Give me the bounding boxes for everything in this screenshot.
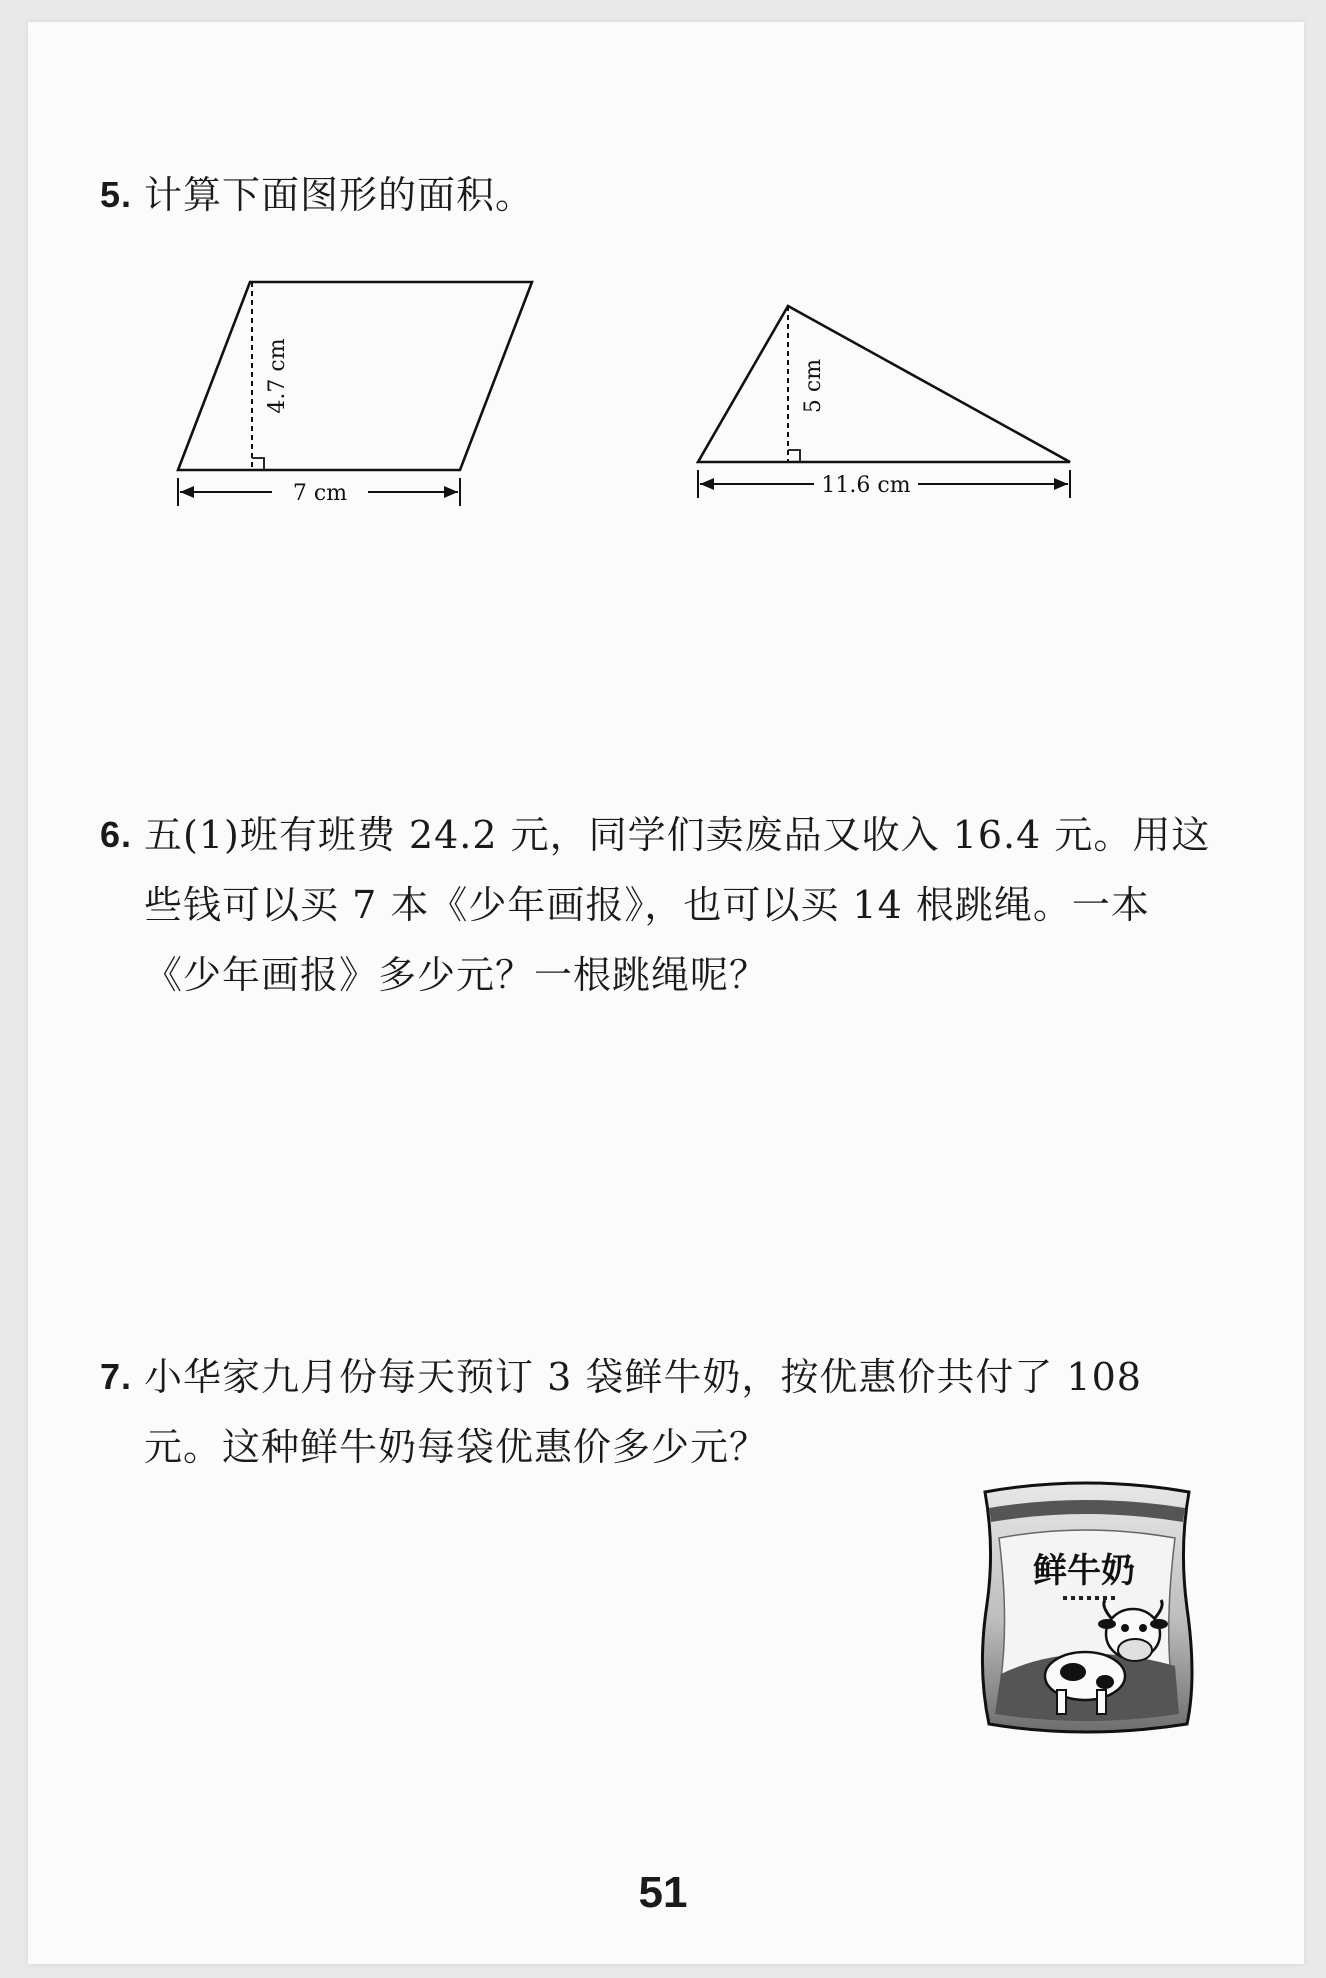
question-6 xyxy=(100,800,1220,1010)
question-text: 五(1)班有班费 24.2 元，同学们卖废品又收入 16.4 元。用这些钱可以买 7 本《少年画报》，也可以买 14 根跳绳。一本《少年画报》多少元？一根跳绳呢？ xyxy=(144,813,1211,997)
milk-bag-illustration xyxy=(965,1478,1215,1738)
base-label: 7 cm xyxy=(292,481,348,506)
question-number: 6. xyxy=(100,814,133,855)
question-text: 小华家九月份每天预订 3 袋鲜牛奶，按优惠价共付了 108 元。这种鲜牛奶每袋优惠价多少元？ xyxy=(144,1355,1142,1469)
page-number: 51 xyxy=(638,1868,688,1917)
right-angle-marker xyxy=(788,450,800,462)
triangle-shape xyxy=(698,306,1070,462)
milk-bag-label: 鲜牛奶 xyxy=(1033,1551,1135,1591)
question-number: 7. xyxy=(100,1356,133,1397)
height-label: 4.7 cm xyxy=(265,338,290,414)
question-text: 计算下面图形的面积。 xyxy=(144,173,535,217)
base-label: 11.6 cm xyxy=(821,473,911,498)
right-angle-marker xyxy=(252,458,264,470)
question-7 xyxy=(100,1342,1220,1482)
arrow-left xyxy=(180,486,194,498)
arrow-right xyxy=(444,486,458,498)
parallelogram-figure xyxy=(160,270,580,520)
question-number: 5. xyxy=(100,174,133,215)
arrow-left xyxy=(700,478,714,490)
height-label: 5 cm xyxy=(801,358,826,414)
arrow-right xyxy=(1054,478,1068,490)
question-5 xyxy=(100,160,1220,230)
parallelogram-shape xyxy=(178,282,532,470)
triangle-figure xyxy=(680,290,1100,520)
